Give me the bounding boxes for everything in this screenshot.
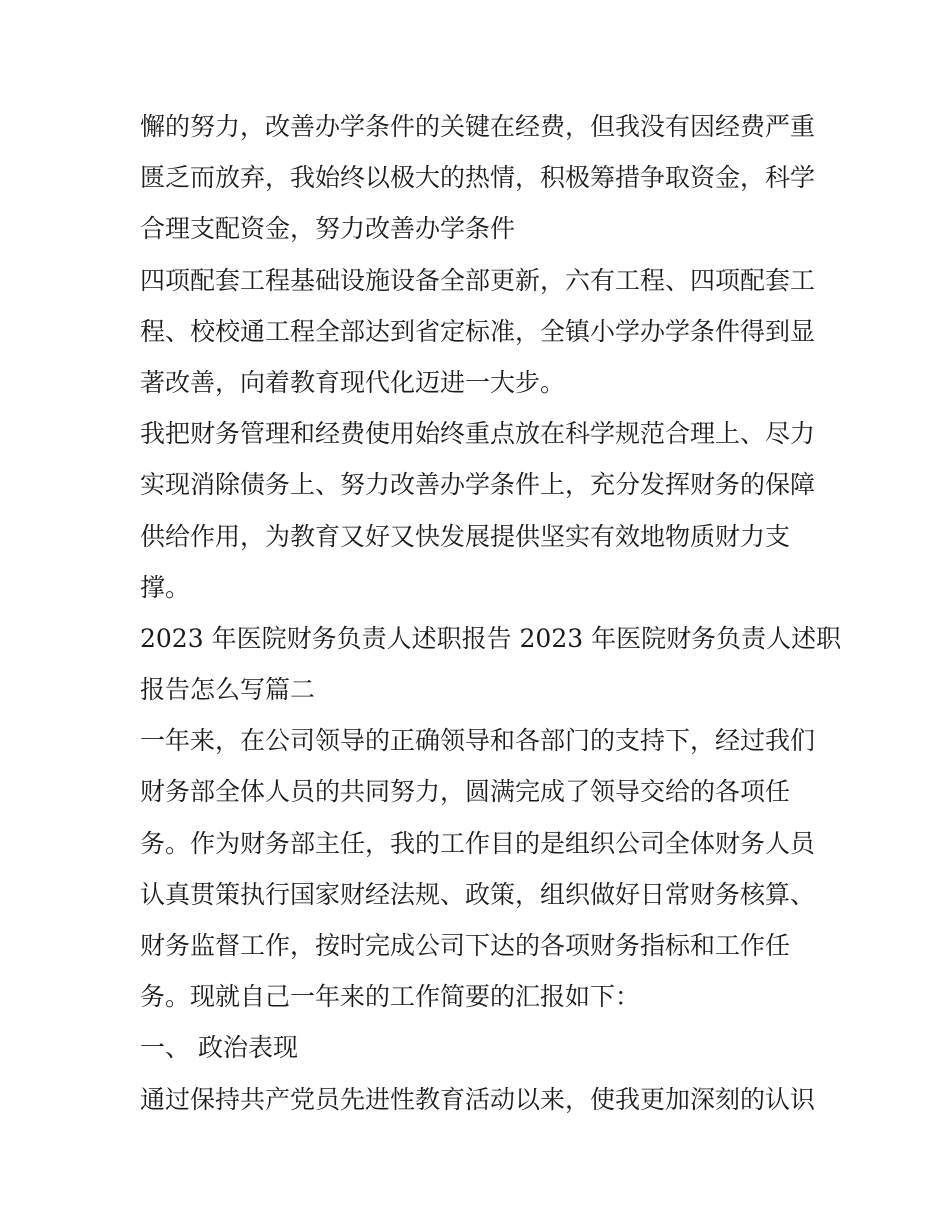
text-line: 认真贯策执行国家财经法规、政策，组织做好日常财务核算、: [140, 879, 816, 909]
text-line: 财务监督工作，按时完成公司下达的各项财务指标和工作任: [140, 931, 791, 960]
text-line: 撑。: [140, 572, 191, 602]
text-line: 匮乏而放弃，我始终以极大的热情，积极筹措争取资金，科学: [140, 163, 816, 193]
text-line: 务。作为财务部主任，我的工作目的是组织公司全体财务人员: [140, 828, 816, 858]
heading-line: 报告怎么写篇二: [140, 675, 316, 705]
text-line: 通过保持共产党员先进性教育活动以来，使我更加深刻的认识: [140, 1084, 816, 1114]
text-line: 实现消除债务上、努力改善办学条件上，充分发挥财务的保障: [140, 470, 816, 500]
document-body: [140, 101, 842, 1125]
heading-line: 2023 年医院财务负责人述职报告 2023 年医院财务负责人述职: [140, 623, 842, 653]
section-heading: 一、 政治表现: [140, 1033, 298, 1063]
text-line: 我把财务管理和经费使用始终重点放在科学规范合理上、尽力: [140, 419, 816, 449]
text-line: 合理支配资金，努力改善办学条件: [140, 214, 516, 244]
text-line: 财务部全体人员的共同努力，圆满完成了领导交给的各项任: [140, 777, 791, 807]
text-line: 著改善，向着教育现代化迈进一大步。: [140, 367, 566, 397]
text-line: 懈的努力，改善办学条件的关键在经费，但我没有因经费严重: [140, 112, 816, 141]
text-line: 务。现就自己一年来的工作简要的汇报如下：: [140, 982, 641, 1012]
text-line: 四项配套工程基础设施设备全部更新，六有工程、四项配套工: [140, 265, 816, 295]
text-line: 程、校校通工程全部达到省定标准，全镇小学办学条件得到显: [140, 316, 816, 346]
text-line: 一年来，在公司领导的正确领导和各部门的支持下，经过我们: [140, 726, 816, 756]
text-line: 供给作用，为教育又好又快发展提供坚实有效地物质财力支: [140, 521, 791, 551]
